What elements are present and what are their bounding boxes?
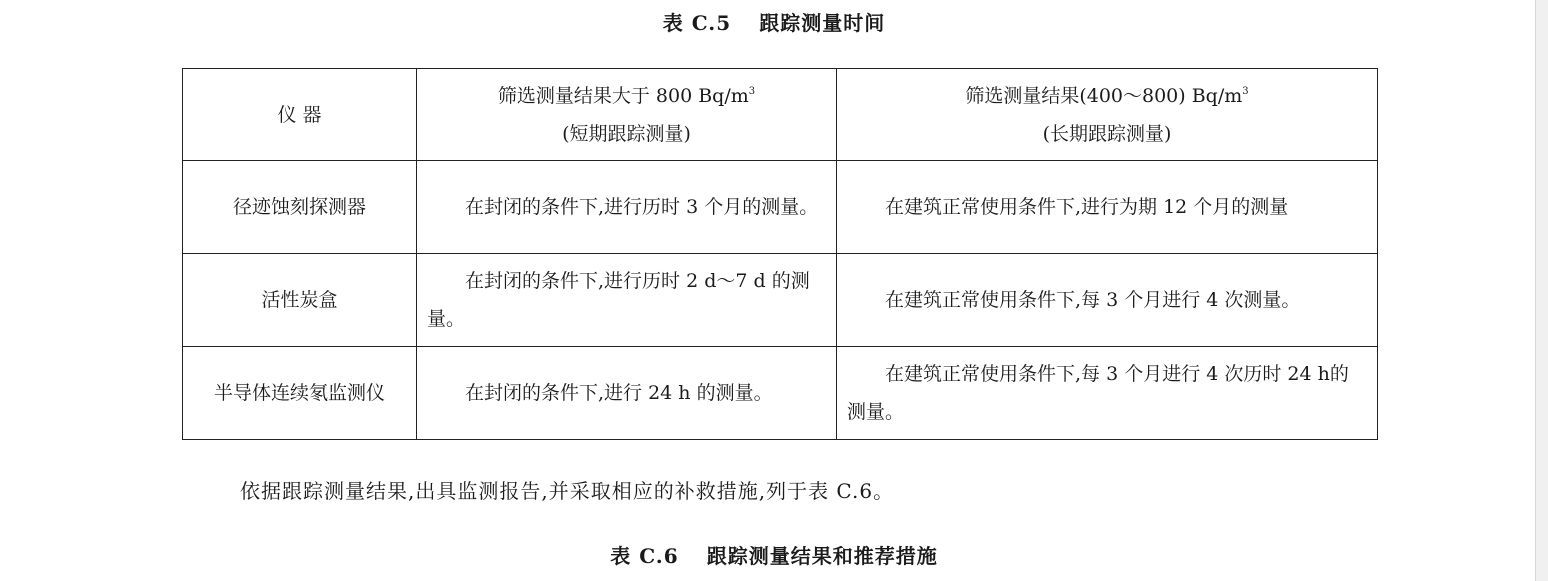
header-short-term: 筛选测量结果大于 800 $Bq/m^3$ (短期跟踪测量) [417,69,837,161]
header-long-term: 筛选测量结果(400～800) $Bq/m^3$ (长期跟踪测量) [837,69,1378,161]
long-term-cell: 在建筑正常使用条件下,每 3 个月进行 4 次测量。 [837,254,1378,347]
table-c5-caption [0,7,1548,36]
table-c5-title: 跟踪测量时间 [759,11,886,35]
table-header-row [183,69,1378,161]
table-c6-caption [0,540,1548,569]
short-term-cell: 在封闭的条件下,进行历时 3 个月的测量。 [417,161,837,254]
short-term-cell: 在封闭的条件下,进行历时 2 d～7 d 的测量。 [417,254,837,347]
table-c6-number: 表 C.6 [610,544,679,568]
scrollbar[interactable] [1535,0,1548,581]
table-c6-title: 跟踪测量结果和推荐措施 [706,544,938,568]
table-c5 [182,68,1378,440]
body-paragraph: 依据跟踪测量结果,出具监测报告,并采取相应的补救措施,列于表 C.6。 [240,479,895,503]
instrument-cell: 径迹蚀刻探测器 [183,161,417,254]
short-term-cell: 在封闭的条件下,进行 24 h 的测量。 [417,347,837,440]
table-c5-number: 表 C.5 [662,11,732,35]
header-instrument: 仪 器 [183,69,417,161]
long-term-cell: 在建筑正常使用条件下,每 3 个月进行 4 次历时 24 h的测量。 [837,347,1378,440]
instrument-cell: 活性炭盒 [183,254,417,347]
table-row [183,347,1378,440]
table-row [183,254,1378,347]
instrument-cell: 半导体连续氡监测仪 [183,347,417,440]
table-row [183,161,1378,254]
long-term-cell: 在建筑正常使用条件下,进行为期 12 个月的测量 [837,161,1378,254]
